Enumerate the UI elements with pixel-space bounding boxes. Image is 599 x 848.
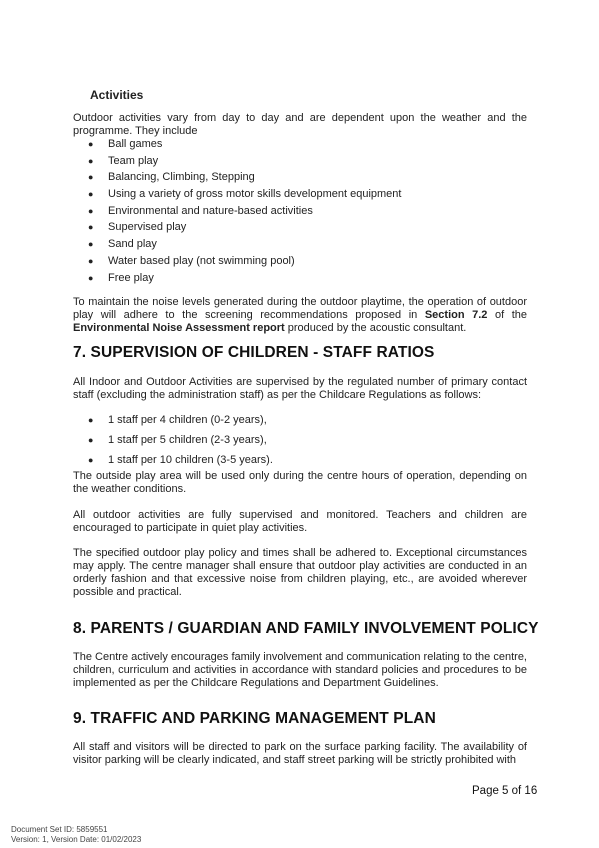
bullet-icon: ● bbox=[88, 255, 94, 266]
list-item: ● Ball games bbox=[88, 136, 518, 153]
section-7-paragraph-3: The specified outdoor play policy and times shall be adhered to. Exceptional circumstances may apply. The centre manager shall ensure that outdoor play activities are conducted in an orderly fashion and that excessive noise from children playing, etc., are avoided wherever possible and practical. bbox=[73, 547, 527, 598]
document-footer bbox=[11, 825, 141, 845]
section-7-heading: 7. SUPERVISION OF CHILDREN - STAFF RATIOS bbox=[73, 344, 435, 361]
activities-heading: Activities bbox=[90, 88, 144, 102]
bullet-icon: ● bbox=[88, 435, 94, 445]
list-item: ● Sand play bbox=[88, 236, 518, 253]
section-reference: Section 7.2 bbox=[424, 309, 488, 321]
section-8-heading: 8. PARENTS / GUARDIAN AND FAMILY INVOLVEMENT POLICY bbox=[73, 620, 539, 637]
list-item: ● 1 staff per 5 children (2-3 years), bbox=[88, 430, 518, 450]
bullet-icon: ● bbox=[88, 139, 94, 149]
bullet-icon: ● bbox=[88, 189, 94, 200]
bullet-icon: ● bbox=[88, 455, 94, 465]
list-item: ● Balancing, Climbing, Stepping bbox=[88, 169, 518, 186]
list-item: ● 1 staff per 4 children (0-2 years), bbox=[88, 410, 518, 430]
bullet-icon: ● bbox=[88, 222, 94, 233]
section-9-heading: 9. TRAFFIC AND PARKING MANAGEMENT PLAN bbox=[73, 710, 436, 727]
section-8-paragraph-1: The Centre actively encourages family involvement and communication relating to the centre, children, curriculum and activities in accordance with standard policies and procedures to be implemented as per the Childcare Regulations and Department Guidelines. bbox=[73, 651, 527, 689]
bullet-icon: ● bbox=[88, 272, 94, 283]
list-item: ● Free play bbox=[88, 270, 518, 287]
page-number: Page 5 of 16 bbox=[472, 785, 538, 797]
bullet-icon: ● bbox=[88, 205, 94, 216]
section-7-paragraph-2: All outdoor activities are fully supervised and monitored. Teachers and children are encouraged to participate in quiet play activities. bbox=[73, 509, 527, 534]
bullet-icon: ● bbox=[88, 415, 94, 425]
section-9-paragraph-1: All staff and visitors will be directed to park on the surface parking facility. The availability of visitor parking will be clearly indicated, and staff street parking will be strictly prohibited with bbox=[73, 741, 527, 766]
bullet-icon: ● bbox=[88, 172, 94, 183]
list-item: ● Environmental and nature-based activities bbox=[88, 203, 518, 220]
list-item: ● Water based play (not swimming pool) bbox=[88, 253, 518, 270]
list-item: ● Supervised play bbox=[88, 219, 518, 236]
section-7-paragraph-1: The outside play area will be used only during the centre hours of operation, depending on the weather conditions. bbox=[73, 470, 527, 495]
section-7-intro: All Indoor and Outdoor Activities are supervised by the regulated number of primary contact staff (excluding the administration staff) as per the Childcare Regulations as follows: bbox=[73, 376, 527, 401]
report-reference: Environmental Noise Assessment report bbox=[73, 322, 285, 334]
activities-intro: Outdoor activities vary from day to day and are dependent upon the weather and the programme. They include bbox=[73, 112, 527, 137]
list-item: ● 1 staff per 10 children (3-5 years). bbox=[88, 450, 518, 470]
list-item: ● Using a variety of gross motor skills development equipment bbox=[88, 186, 518, 203]
version-info: Version: 1, Version Date: 01/02/2023 bbox=[11, 835, 142, 844]
noise-paragraph: To maintain the noise levels generated during the outdoor playtime, the operation of outdoor play will adhere to the screening recommendations proposed in Section 7.2 of the Environmental Noise Assessment report produced by the acoustic consultant. bbox=[73, 296, 528, 334]
activities-list bbox=[88, 136, 518, 286]
bullet-icon: ● bbox=[88, 239, 94, 250]
bullet-icon: ● bbox=[88, 155, 94, 166]
staff-ratio-list bbox=[88, 410, 518, 470]
document-set-id: Document Set ID: 5859551 bbox=[11, 825, 108, 834]
list-item: ● Team play bbox=[88, 153, 518, 170]
